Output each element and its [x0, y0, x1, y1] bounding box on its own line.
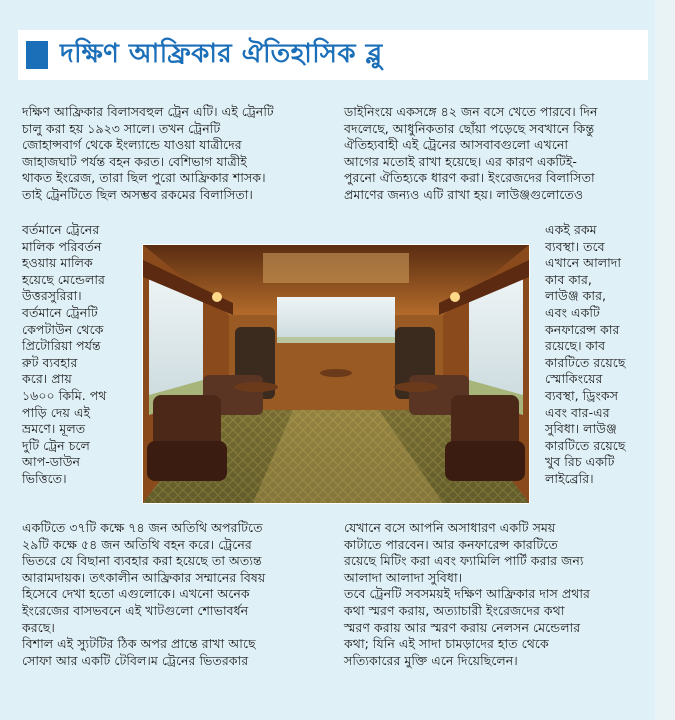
text-line: স্মোকিংয়ের [545, 371, 603, 387]
text-line: সত্যিকারের মুক্তি এনে দিয়েছিলেন। [344, 652, 518, 668]
text-line: এখানে আলাদা [545, 255, 622, 271]
text-line: করছে। [22, 619, 55, 635]
text-line: আপ-ডাউন [22, 454, 81, 470]
text-line: বদলেছে, আধুনিকতার ছোঁয়া পড়েছে সবখানে কিন্তু [344, 120, 595, 136]
text-line: আগের মতোই রাখা হয়েছে। এর কারণ একটিই- [344, 153, 577, 169]
text-line: মালিক পরিবর্তন [22, 238, 102, 254]
text-line: কথা স্মরণ করায়, অত্যাচারী ইংরেজদের কথা [344, 602, 565, 618]
text-line: ব্যবস্থা, ড্রিংকস [545, 387, 619, 403]
text-line: আলাদা আলাদা সুবিধা। [344, 569, 463, 585]
text-line: যেখানে বসে আপনি অসাধারণ একটি সময় [344, 520, 556, 535]
text-line: কাটাতে পারবেন। আর কনফারেন্স কারটিতে [344, 536, 558, 552]
text-line: এবং বার-এর [545, 404, 610, 420]
text-line: করে। প্রায় [22, 371, 72, 387]
text-line: ভিতরে যে বিছানা ব্যবহার করা হয়েছে তা অত্যন্ত [22, 553, 262, 569]
text-line: উত্তরসুরিরা। [22, 288, 82, 304]
text-line: কারটিতে রয়েছে [545, 437, 626, 453]
left-column-wrap [22, 222, 106, 488]
text-line: আরামদায়ক। তৎকালীন আফ্রিকার সম্মানের বিষয় [22, 569, 266, 585]
text-line: এবং একটি [545, 304, 600, 320]
text-line: পুরনো ঐতিহ্যকে ধারণ করা। ইংরেজদের বিলাসিতা [344, 170, 595, 186]
text-line: সোফা আর একটি টেবিল।ম ট্রেনের ভিতরকার [22, 652, 249, 668]
text-line: ভিত্তিতে। [22, 470, 67, 486]
text-line: কেপটাউন থেকে [22, 321, 104, 337]
text-line: প্রিটোরিয়া পর্যন্ত [22, 338, 101, 354]
text-line: কনফারেন্স কার [545, 321, 620, 337]
text-line: জাহাজঘাট পর্যন্ত বহন করত। বেশিভাগ যাত্রীই [22, 153, 247, 169]
text-line: বর্তমানে ট্রেনটি [22, 304, 98, 320]
headline-square-icon [26, 41, 48, 69]
text-line: ২৯টি কক্ষে ৫৪ জন অতিথি বহন করে। ট্রেনের [22, 536, 252, 552]
text-line: ব্যবস্থা। তবে [545, 238, 605, 254]
right-column-bottom [344, 520, 590, 669]
text-line: হওয়ায় মালিক [22, 255, 93, 271]
headline: দক্ষিণ আফ্রিকার ঐতিহাসিক ব্লু [60, 39, 383, 69]
text-line: সুবিধা। লাউঞ্জ [545, 421, 617, 437]
text-line: প্রমাণের জন্যও এটি রাখা হয়। লাউঞ্জগুলোতেও [344, 186, 584, 202]
text-line: একই রকম [545, 222, 597, 237]
right-column-top [344, 104, 598, 204]
text-line: খুব রিচ একটি [545, 454, 615, 470]
text-line: পাড়ি দেয় এই [22, 404, 91, 420]
text-line: বিশাল এই স্যুটটির ঠিক অপর প্রান্তে রাখা আছে [22, 636, 256, 652]
text-line: কাব কার, [545, 271, 592, 287]
text-line: দুটি ট্রেন চলে [22, 437, 90, 453]
text-line: লাউঞ্জ কার, [545, 288, 607, 304]
text-line: হয়েছে মেন্ডেলার [22, 271, 105, 287]
text-line: ডাইনিংয়ে একসঙ্গে ৪২ জন বসে খেতে পারবে। দিন [344, 104, 598, 119]
text-line: রুট ব্যবহার [22, 354, 78, 370]
text-line: জোহান্সবার্গ থেকে ইংল্যান্ডে যাওয়া যাত্রীদের [22, 137, 242, 153]
train-lounge-photo [142, 244, 530, 504]
text-line: লাইব্রেরি। [545, 470, 594, 486]
text-line: রয়েছে মিটিং করা এবং ফ্যামিলি পার্টি করার জন্য [344, 553, 584, 569]
text-line: তাই ট্রেনটিতে ছিল অসম্ভব রকমের বিলাসিতা। [22, 186, 253, 202]
left-column-bottom [22, 520, 265, 669]
headline-box [18, 30, 648, 80]
text-line: দক্ষিণ আফ্রিকার বিলাসবহুল ট্রেন এটি। এই ট্রেনটি [22, 104, 274, 119]
text-line: বর্তমানে ট্রেনের [22, 222, 100, 237]
text-line: চালু করা হয় ১৯২৩ সালে। তখন ট্রেনটি [22, 120, 221, 136]
page-edge [655, 0, 675, 720]
text-line: ইংরেজের বাসভবনে এই খাটগুলো শোভাবর্ধন [22, 602, 249, 618]
left-column-top [22, 104, 274, 204]
right-column-wrap [545, 222, 625, 488]
text-line: ভ্রমণে। মূলত [22, 421, 86, 437]
text-line: কারটিতে রয়েছে [545, 354, 626, 370]
text-line: একটিতে ৩৭টি কক্ষে ৭৪ জন অতিথি অপরটিতে [22, 520, 263, 535]
text-line: ১৬০০ কিমি. পথ [22, 387, 107, 403]
text-line: রয়েছে। কাব [545, 338, 606, 354]
text-line: থাকত ইংরেজ, তারা ছিল পুরো আফ্রিকার শাসক। [22, 170, 266, 186]
text-line: কথা; যিনি এই সাদা চামড়াদের হাত থেকে [344, 636, 549, 652]
text-line: তবে ট্রেনটি সবসময়ই দক্ষিণ আফ্রিকার দাস প্রথার [344, 586, 590, 602]
text-line: স্মরণ করায় আর স্মরণ করায় নেলসন মেন্ডেলার [344, 619, 581, 635]
text-line: ঐতিহ্যবাহী এই ট্রেনের আসবাবগুলো এখনো [344, 137, 569, 153]
text-line: হিসেবে দেখা হতো এগুলোকে। এখনো অনেক [22, 586, 250, 602]
